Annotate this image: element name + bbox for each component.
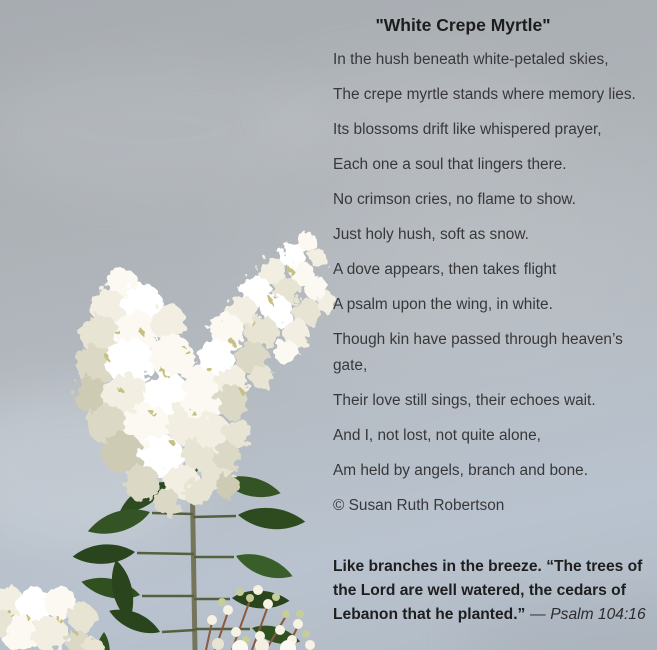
verse-line-with-citation <box>333 603 649 627</box>
poem-line: Though kin have passed through heaven’s gate, <box>333 331 623 374</box>
poem-line: And I, not lost, not quite alone, <box>333 427 541 444</box>
poem-line: Am held by angels, branch and bone. <box>333 462 588 479</box>
scripture-verse <box>333 555 649 627</box>
poem-line: Just holy hush, soft as snow. <box>333 226 529 243</box>
verse-line: the Lord are well watered, the cedars of <box>333 582 626 599</box>
verse-line-bold: Lebanon that he planted.” <box>333 606 526 623</box>
poem-line: Their love still sings, their echoes wait. <box>333 392 596 409</box>
poem-title: "White Crepe Myrtle" <box>375 15 551 35</box>
poem-overlay <box>333 12 649 627</box>
poem-line: Each one a soul that lingers there. <box>333 156 567 173</box>
verse-line: Like branches in the breeze. “The trees of <box>333 558 643 575</box>
poem-line: In the hush beneath white-petaled skies, <box>333 51 609 68</box>
poem-line: Its blossoms drift like whispered prayer, <box>333 121 602 138</box>
citation-dash: — <box>530 606 546 623</box>
poem-line: A psalm upon the wing, in white. <box>333 296 553 313</box>
poem-line: A dove appears, then takes flight <box>333 261 557 278</box>
flower-cluster-bottom-left <box>0 586 104 650</box>
verse-citation: Psalm 104:16 <box>550 606 646 623</box>
poem-line: The crepe myrtle stands where memory lies. <box>333 86 636 103</box>
poem-copyright: © Susan Ruth Robertson <box>333 497 505 514</box>
poem-line: No crimson cries, no flame to show. <box>333 191 576 208</box>
